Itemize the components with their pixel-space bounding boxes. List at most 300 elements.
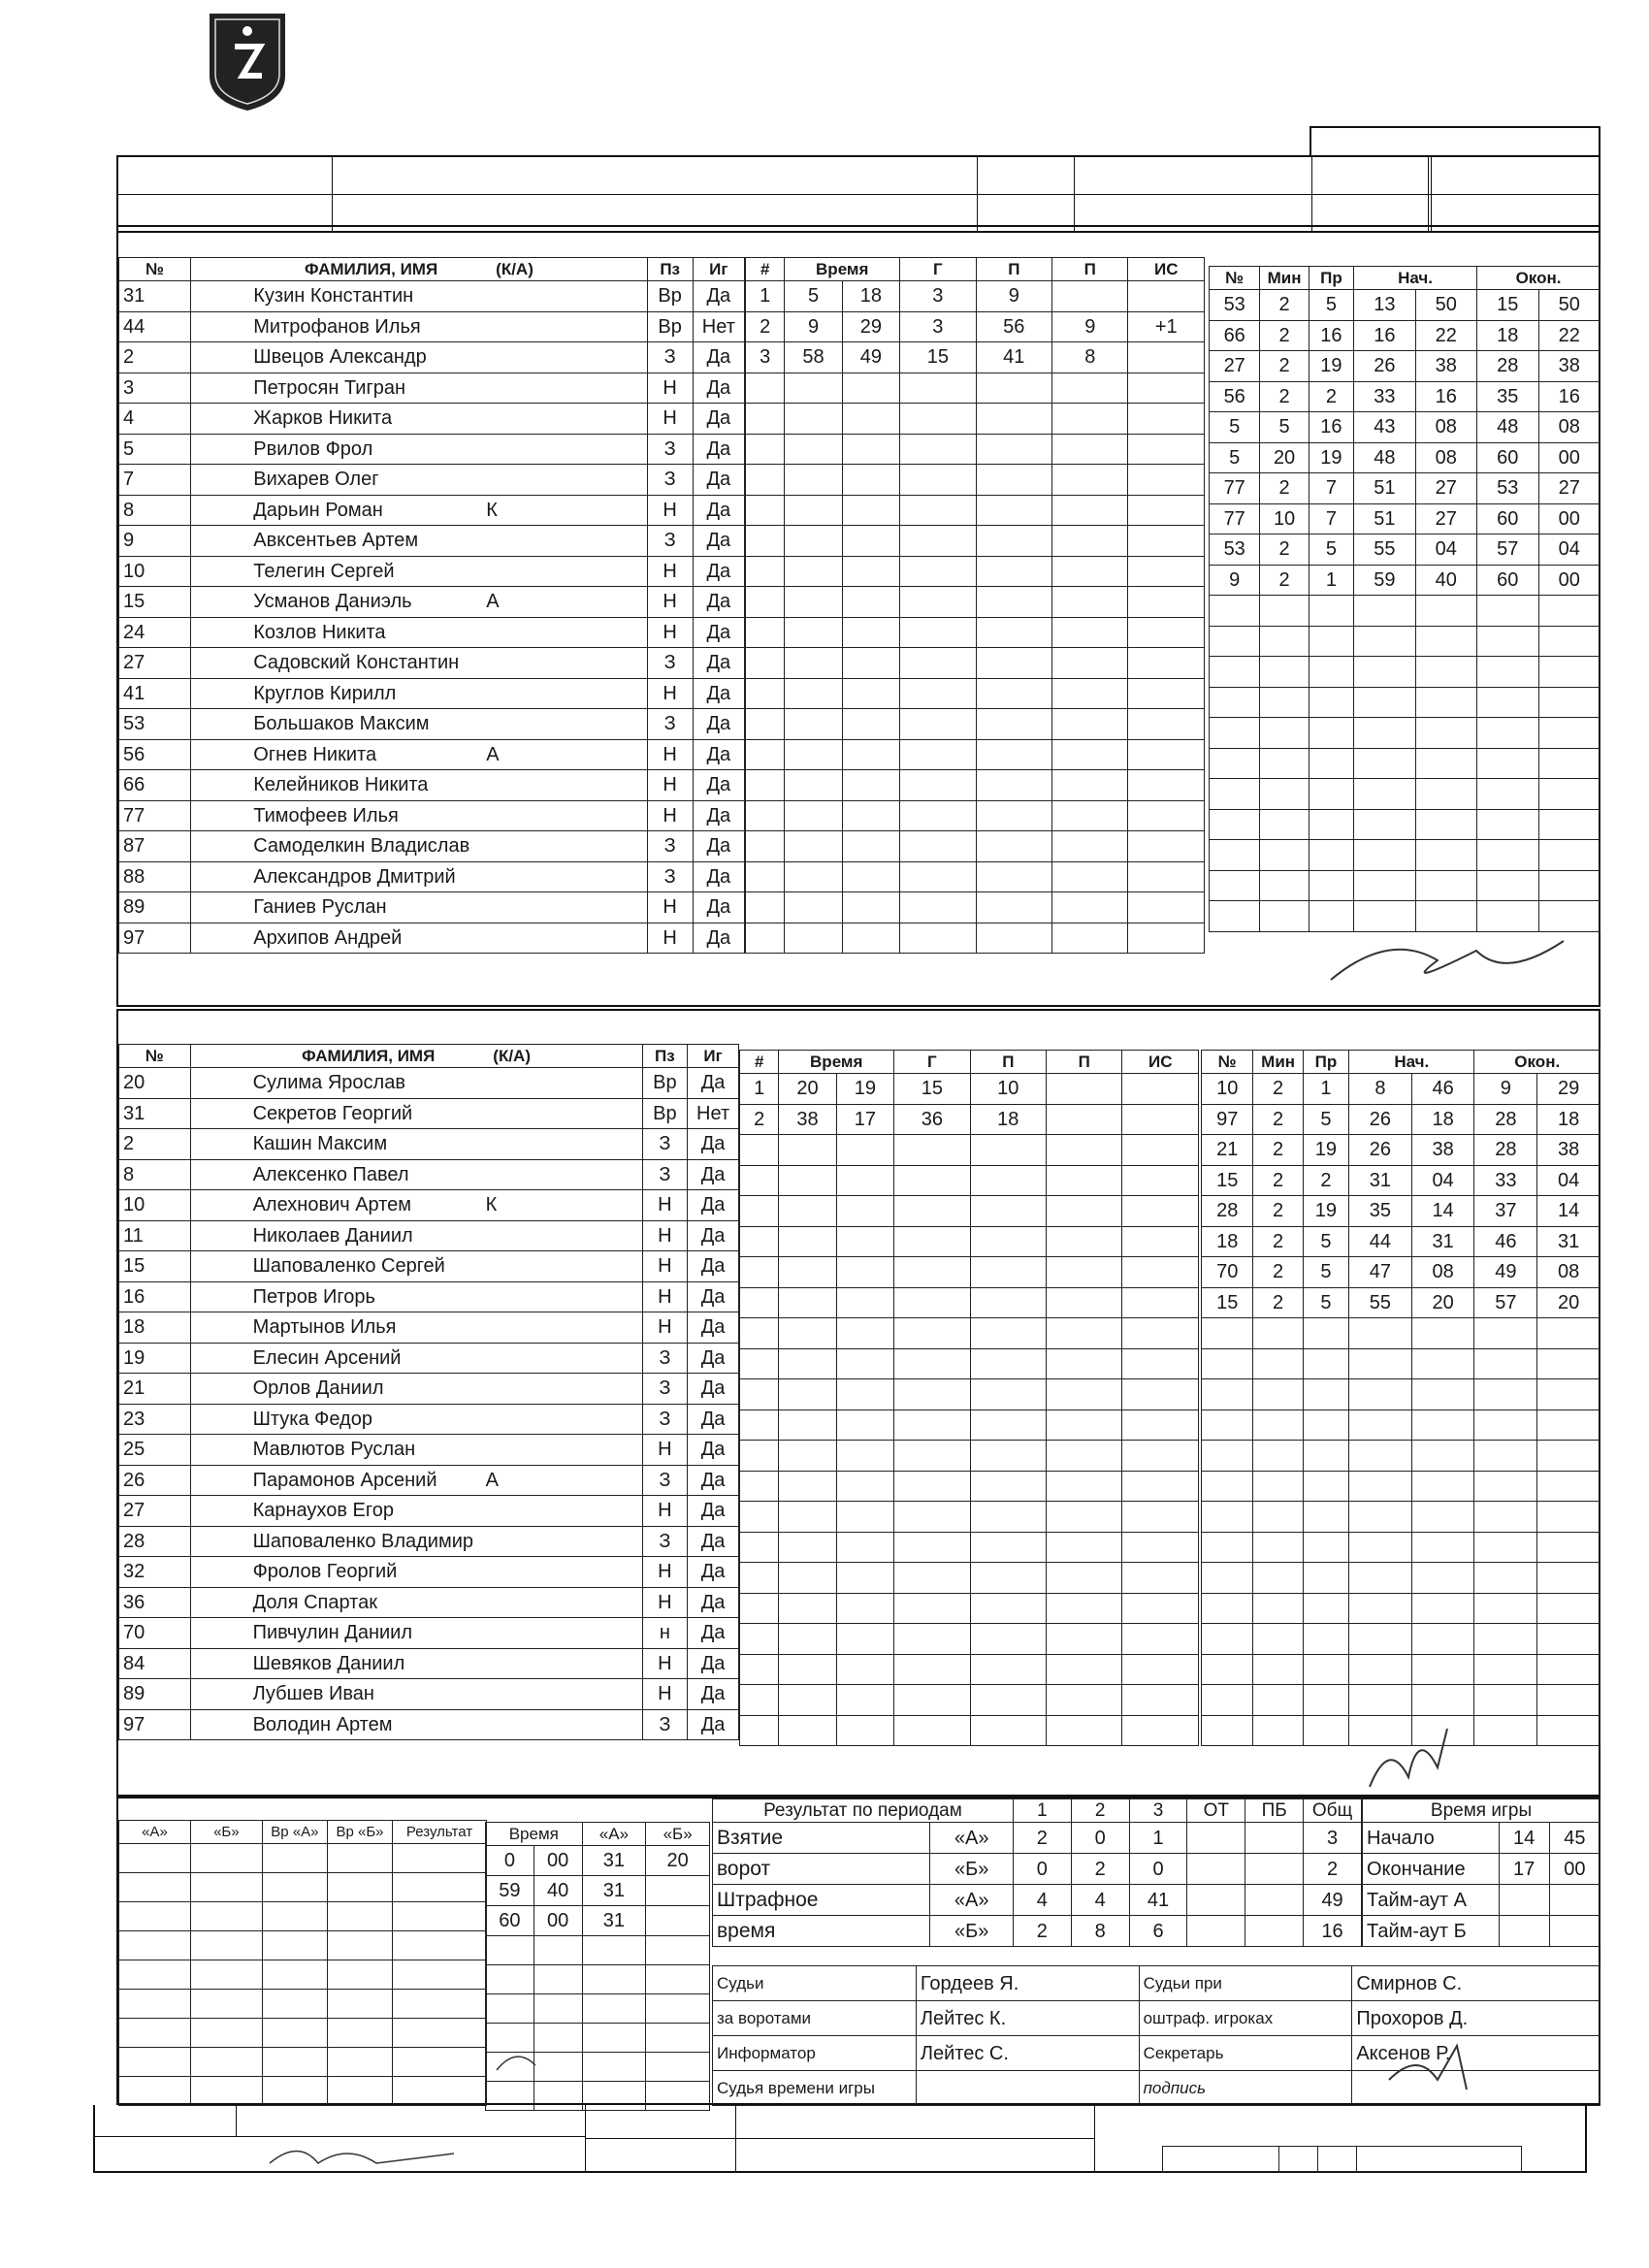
goal-assist-2 <box>1052 709 1128 740</box>
penalty-player: 18 <box>1202 1226 1253 1257</box>
goal-second <box>836 1471 893 1502</box>
penalty-player: 77 <box>1210 473 1260 504</box>
goal-minute <box>779 1441 836 1472</box>
goal-second <box>842 617 899 648</box>
goal-strength <box>1128 892 1205 923</box>
goal-second <box>836 1226 893 1257</box>
player-number: 31 <box>119 1098 191 1129</box>
shootout-col: «А» <box>119 1821 191 1844</box>
penalty-end-sec <box>1537 1624 1600 1655</box>
penalty-start-min: 44 <box>1349 1226 1412 1257</box>
goal-assist-1 <box>976 617 1051 648</box>
period-col: 2 <box>1071 1799 1129 1823</box>
goal-row <box>746 465 1205 496</box>
player-name <box>190 1709 642 1740</box>
penalty-start-min <box>1354 718 1415 749</box>
penalty-player <box>1202 1593 1253 1624</box>
player-played: Да <box>693 923 744 954</box>
shootout-cell <box>262 2048 327 2077</box>
goal-strength: +1 <box>1128 311 1205 342</box>
goal-scorer <box>894 1685 970 1716</box>
goal-scorer <box>900 892 976 923</box>
player-name-text: Ганиев Руслан <box>253 896 387 919</box>
penalty-end-min: 49 <box>1474 1257 1537 1288</box>
player-name <box>190 1679 642 1710</box>
player-row <box>119 495 745 526</box>
player-row <box>119 1068 739 1099</box>
game-time-label: Тайм-аут А <box>1363 1885 1500 1916</box>
col-played: Иг <box>688 1045 739 1068</box>
goal-minute <box>779 1502 836 1533</box>
goal-row <box>740 1165 1199 1196</box>
player-played: Нет <box>688 1098 739 1129</box>
penalty-end-sec: 29 <box>1537 1074 1600 1105</box>
penalty-end-sec <box>1537 1441 1600 1472</box>
penalty-start-min: 33 <box>1354 381 1415 412</box>
goal-second <box>836 1715 893 1746</box>
goal-row <box>740 1532 1199 1563</box>
goal-minute <box>785 892 842 923</box>
goal-minute <box>779 1715 836 1746</box>
player-name <box>191 648 647 679</box>
remarks-no[interactable] <box>1318 2147 1357 2172</box>
player-position: З <box>647 434 693 465</box>
team-b-block <box>116 1009 1600 1797</box>
goalie-second: 00 <box>534 1906 582 1936</box>
goal-assist-1 <box>970 1379 1046 1410</box>
player-row <box>119 556 745 587</box>
player-position: Н <box>647 617 693 648</box>
penalty-minutes <box>1253 1563 1303 1594</box>
player-played: Да <box>688 1159 739 1190</box>
team-b-signature <box>1350 1719 1505 1797</box>
period-value <box>1187 1916 1245 1947</box>
player-played: Да <box>693 495 744 526</box>
col-goal-scorer: Г <box>900 258 976 281</box>
player-name <box>191 434 647 465</box>
player-name-text: Шевяков Даниил <box>252 1652 405 1674</box>
player-name-text: Парамонов Арсений <box>252 1469 437 1491</box>
player-position: З <box>647 342 693 373</box>
col-strength: ИС <box>1128 258 1205 281</box>
secretary-label: Секретарь <box>1139 2036 1352 2071</box>
penalty-row <box>1202 1104 1600 1135</box>
player-name-text: Пивчулин Даниил <box>252 1622 413 1644</box>
goal-row <box>740 1135 1199 1166</box>
penalty-end-sec <box>1537 1502 1600 1533</box>
penalty-row <box>1202 1563 1600 1594</box>
penalty-end-sec <box>1538 870 1600 901</box>
penalty-start-sec <box>1415 596 1476 627</box>
player-name <box>190 1159 642 1190</box>
penalty-start-sec: 16 <box>1415 381 1476 412</box>
penalty-start-min <box>1349 1348 1412 1379</box>
goal-number <box>746 465 785 496</box>
goal-strength <box>1128 648 1205 679</box>
penalty-minutes: 2 <box>1260 320 1309 351</box>
period-col: 3 <box>1129 1799 1187 1823</box>
shootout-cell <box>393 1873 487 1902</box>
penalty-row <box>1202 1074 1600 1105</box>
shootout-cell <box>327 1960 392 1990</box>
goal-assist-1 <box>970 1654 1046 1685</box>
penalty-end-sec: 04 <box>1537 1165 1600 1196</box>
game-time-row <box>1363 1823 1600 1854</box>
goal-number: 3 <box>746 342 785 373</box>
penalty-minutes <box>1253 1318 1303 1349</box>
player-name-text: Мартынов Илья <box>252 1316 397 1339</box>
penalty-end-min <box>1477 718 1538 749</box>
shootout-cell <box>190 1873 262 1902</box>
player-row <box>119 1251 739 1282</box>
period-value: 8 <box>1071 1916 1129 1947</box>
goal-row <box>746 526 1205 557</box>
penalty-reason: 16 <box>1309 320 1353 351</box>
player-position: Н <box>642 1220 688 1251</box>
goal-second <box>842 526 899 557</box>
period-value: 2 <box>1304 1854 1362 1885</box>
penalty-row <box>1202 1654 1600 1685</box>
shootout-cell <box>190 1960 262 1990</box>
penalty-end-sec <box>1538 657 1600 688</box>
penalty-reason <box>1303 1348 1348 1379</box>
penalty-end-min <box>1474 1593 1537 1624</box>
player-number: 8 <box>119 495 191 526</box>
goal-row <box>740 1226 1199 1257</box>
penalty-start-min: 47 <box>1349 1257 1412 1288</box>
player-name-text: Келейников Никита <box>253 774 429 796</box>
goal-minute <box>785 861 842 892</box>
player-name <box>191 892 647 923</box>
goal-second <box>836 1685 893 1716</box>
goal-scorer <box>900 495 976 526</box>
goal-assist-2 <box>1052 526 1128 557</box>
remarks-yes[interactable] <box>1279 2147 1318 2172</box>
penalty-minutes: 2 <box>1253 1196 1303 1227</box>
col-pen-start: Нач. <box>1354 267 1477 290</box>
player-number: 97 <box>119 1709 191 1740</box>
penalty-start-sec <box>1411 1624 1474 1655</box>
penalty-end-sec: 00 <box>1538 503 1600 535</box>
goal-second <box>836 1532 893 1563</box>
goal-judges-label: Судьи <box>713 1966 917 2001</box>
goal-scorer <box>894 1318 970 1349</box>
goal-assist-2 <box>1047 1441 1122 1472</box>
goal-minute: 9 <box>785 311 842 342</box>
penalty-end-min: 9 <box>1474 1074 1537 1105</box>
penalty-start-sec: 38 <box>1411 1135 1474 1166</box>
goal-assist-1 <box>976 587 1051 618</box>
goal-number <box>746 739 785 770</box>
shootout-row <box>119 1902 487 1931</box>
player-played: Да <box>693 770 744 801</box>
penalty-end-sec <box>1538 626 1600 657</box>
penalty-player <box>1202 1471 1253 1502</box>
penalty-row <box>1210 809 1600 840</box>
goalie-col-b: «Б» <box>646 1823 710 1846</box>
penalty-player <box>1210 718 1260 749</box>
goal-second <box>842 465 899 496</box>
goal-strength <box>1122 1379 1199 1410</box>
goal-strength <box>1122 1257 1199 1288</box>
game-time-table <box>1362 1798 1600 1947</box>
penalty-start-min: 55 <box>1354 535 1415 566</box>
player-name <box>191 281 647 312</box>
goal-scorer <box>894 1624 970 1655</box>
player-number: 28 <box>119 1526 191 1557</box>
player-name-text: Швецов Александр <box>253 346 427 369</box>
goal-assist-1 <box>976 739 1051 770</box>
game-time-hour: 17 <box>1499 1854 1549 1885</box>
penalty-end-min <box>1474 1471 1537 1502</box>
goalie-second <box>534 1965 582 1994</box>
penalty-start-min <box>1354 809 1415 840</box>
player-name-text: Тимофеев Илья <box>253 804 399 826</box>
penalty-start-min: 48 <box>1354 442 1415 473</box>
goal-minute <box>779 1685 836 1716</box>
goal-minute <box>779 1532 836 1563</box>
penalty-reason <box>1303 1471 1348 1502</box>
penalty-player: 9 <box>1210 565 1260 596</box>
goal-assist-1 <box>970 1165 1046 1196</box>
penalty-start-sec <box>1411 1379 1474 1410</box>
period-col: ОТ <box>1187 1799 1245 1823</box>
player-number: 41 <box>119 678 191 709</box>
player-name <box>191 404 647 435</box>
penalty-player <box>1202 1654 1253 1685</box>
penalty-end-min <box>1474 1532 1537 1563</box>
goal-minute: 38 <box>779 1104 836 1135</box>
goal-strength <box>1122 1532 1199 1563</box>
penalty-player: 28 <box>1202 1196 1253 1227</box>
goal-second <box>836 1379 893 1410</box>
goal-minute <box>779 1654 836 1685</box>
goal-number <box>740 1348 779 1379</box>
goal-second <box>836 1654 893 1685</box>
player-position: З <box>642 1129 688 1160</box>
goalie-a <box>582 1936 646 1965</box>
penalty-end-sec <box>1538 596 1600 627</box>
player-name-text: Штука Федор <box>252 1408 372 1430</box>
penalty-judges-label: Судьи при <box>1139 1966 1352 2001</box>
shootout-cell <box>119 1902 191 1931</box>
period-value <box>1245 1823 1304 1854</box>
period-value: 6 <box>1129 1916 1187 1947</box>
penalty-start-sec: 08 <box>1415 412 1476 443</box>
penalty-row <box>1210 870 1600 901</box>
goal-assist-1: 9 <box>976 281 1051 312</box>
goalie-col-time: Время <box>486 1823 583 1846</box>
period-value <box>1187 1823 1245 1854</box>
periods-header-row <box>713 1799 1362 1823</box>
goal-second <box>842 923 899 954</box>
col-name: ФАМИЛИЯ, ИМЯ (К/А) <box>191 258 647 281</box>
goal-minute <box>785 556 842 587</box>
player-position: Н <box>642 1435 688 1466</box>
goal-row <box>740 1654 1199 1685</box>
penalty-judge-1: Смирнов С. <box>1352 1966 1600 2001</box>
game-time-minute <box>1549 1916 1600 1947</box>
goal-row <box>746 617 1205 648</box>
penalty-reason <box>1309 809 1353 840</box>
penalty-row <box>1210 626 1600 657</box>
goalie-b <box>646 1936 710 1965</box>
penalty-reason <box>1309 779 1353 810</box>
goal-scorer <box>900 678 976 709</box>
goal-assist-1 <box>970 1135 1046 1166</box>
penalty-reason <box>1309 870 1353 901</box>
team-a-signature <box>1311 922 1573 999</box>
penalty-reason: 19 <box>1309 442 1353 473</box>
penalty-reason: 1 <box>1309 565 1353 596</box>
period-value: 16 <box>1304 1916 1362 1947</box>
penalty-start-min <box>1349 1502 1412 1533</box>
player-row <box>119 465 745 496</box>
goal-second <box>842 678 899 709</box>
penalty-minutes: 2 <box>1253 1226 1303 1257</box>
judge-mark <box>487 2041 555 2080</box>
penalty-row <box>1202 1441 1600 1472</box>
goal-assist-2 <box>1052 648 1128 679</box>
goal-scorer <box>894 1502 970 1533</box>
penalty-minutes <box>1253 1441 1303 1472</box>
penalty-player: 53 <box>1210 290 1260 321</box>
player-number: 53 <box>119 709 191 740</box>
penalty-player: 56 <box>1210 381 1260 412</box>
goal-scorer <box>900 404 976 435</box>
goal-strength <box>1128 739 1205 770</box>
period-col: 1 <box>1013 1799 1071 1823</box>
player-name-text: Доля Спартак <box>252 1591 377 1613</box>
player-played: Да <box>688 1190 739 1221</box>
team-b-goals-table <box>739 1050 1199 1746</box>
player-name <box>191 556 647 587</box>
player-number: 16 <box>119 1281 191 1312</box>
player-name <box>190 1374 642 1405</box>
penalty-start-sec: 27 <box>1415 503 1476 535</box>
game-time-row <box>1363 1854 1600 1885</box>
shootout-cell <box>393 2048 487 2077</box>
shootout-cell <box>262 1873 327 1902</box>
player-played: Да <box>693 831 744 862</box>
penalty-start-min: 13 <box>1354 290 1415 321</box>
goal-scorer <box>894 1441 970 1472</box>
goal-row <box>746 404 1205 435</box>
penalty-start-min <box>1349 1379 1412 1410</box>
penalty-start-sec <box>1411 1563 1474 1594</box>
goal-row <box>740 1104 1199 1135</box>
player-name-text: Огнев Никита <box>253 743 377 765</box>
penalty-end-sec: 08 <box>1537 1257 1600 1288</box>
period-value: 3 <box>1304 1823 1362 1854</box>
goal-judge-1: Гордеев Я. <box>916 1966 1139 2001</box>
penalty-end-sec <box>1537 1348 1600 1379</box>
penalty-minutes: 2 <box>1253 1135 1303 1166</box>
penalty-end-min <box>1477 687 1538 718</box>
goal-scorer <box>900 709 976 740</box>
penalty-start-min <box>1349 1471 1412 1502</box>
penalty-end-min: 57 <box>1477 535 1538 566</box>
goal-number <box>740 1471 779 1502</box>
penalty-end-min <box>1474 1379 1537 1410</box>
goal-strength <box>1128 526 1205 557</box>
player-row <box>119 373 745 404</box>
penalty-row <box>1202 1593 1600 1624</box>
goalie-b <box>646 2053 710 2082</box>
penalty-start-sec: 27 <box>1415 473 1476 504</box>
goal-row <box>746 892 1205 923</box>
goal-assist-1 <box>976 526 1051 557</box>
period-result-row <box>713 1823 1362 1854</box>
penalty-start-min <box>1349 1532 1412 1563</box>
penalty-reason <box>1309 657 1353 688</box>
goal-row <box>740 1563 1199 1594</box>
goal-strength <box>1122 1593 1199 1624</box>
goal-assist-2: 9 <box>1052 311 1128 342</box>
col-num: № <box>119 258 191 281</box>
player-played: Да <box>688 1618 739 1649</box>
goal-assist-2 <box>1047 1502 1122 1533</box>
captain-mark: К <box>486 499 498 521</box>
player-position: З <box>647 831 693 862</box>
goal-row <box>746 556 1205 587</box>
goal-strength <box>1122 1715 1199 1746</box>
penalty-end-sec <box>1537 1685 1600 1716</box>
goal-minute <box>785 709 842 740</box>
penalty-row <box>1210 596 1600 627</box>
goal-assist-2 <box>1052 678 1128 709</box>
period-row-team: «Б» <box>930 1916 1013 1947</box>
goal-second <box>842 556 899 587</box>
penalty-reason <box>1303 1409 1348 1441</box>
penalty-end-min: 28 <box>1477 351 1538 382</box>
goal-number <box>746 831 785 862</box>
player-played: Да <box>688 1587 739 1618</box>
penalty-judge-2: Прохоров Д. <box>1352 2001 1600 2036</box>
player-position: З <box>642 1526 688 1557</box>
col-pen-num: № <box>1202 1051 1253 1074</box>
goal-strength <box>1128 404 1205 435</box>
game-time-minute: 00 <box>1549 1854 1600 1885</box>
player-position: З <box>642 1465 688 1496</box>
game-time-header-row <box>1363 1799 1600 1823</box>
penalty-player <box>1202 1379 1253 1410</box>
goal-number <box>740 1135 779 1166</box>
penalty-start-sec <box>1411 1654 1474 1685</box>
penalty-start-min: 51 <box>1354 473 1415 504</box>
shootout-cell <box>190 2048 262 2077</box>
goalie-b <box>646 1876 710 1906</box>
shootout-cell <box>327 2077 392 2106</box>
goal-assist-1 <box>976 434 1051 465</box>
goal-assist-1 <box>976 648 1051 679</box>
goal-strength <box>1128 923 1205 954</box>
player-row <box>119 1496 739 1527</box>
col-goal-time: Время <box>785 258 900 281</box>
goal-row <box>740 1624 1199 1655</box>
penalty-row <box>1210 503 1600 535</box>
penalties-header-row <box>1210 267 1600 290</box>
goal-strength <box>1122 1165 1199 1196</box>
goal-assist-1 <box>976 465 1051 496</box>
player-name <box>190 1435 642 1466</box>
penalty-reason: 5 <box>1303 1257 1348 1288</box>
penalty-end-sec: 00 <box>1538 565 1600 596</box>
player-name-text: Орлов Даниил <box>252 1377 384 1400</box>
penalty-start-sec: 40 <box>1415 565 1476 596</box>
penalty-minutes: 2 <box>1260 381 1309 412</box>
goal-strength <box>1128 556 1205 587</box>
